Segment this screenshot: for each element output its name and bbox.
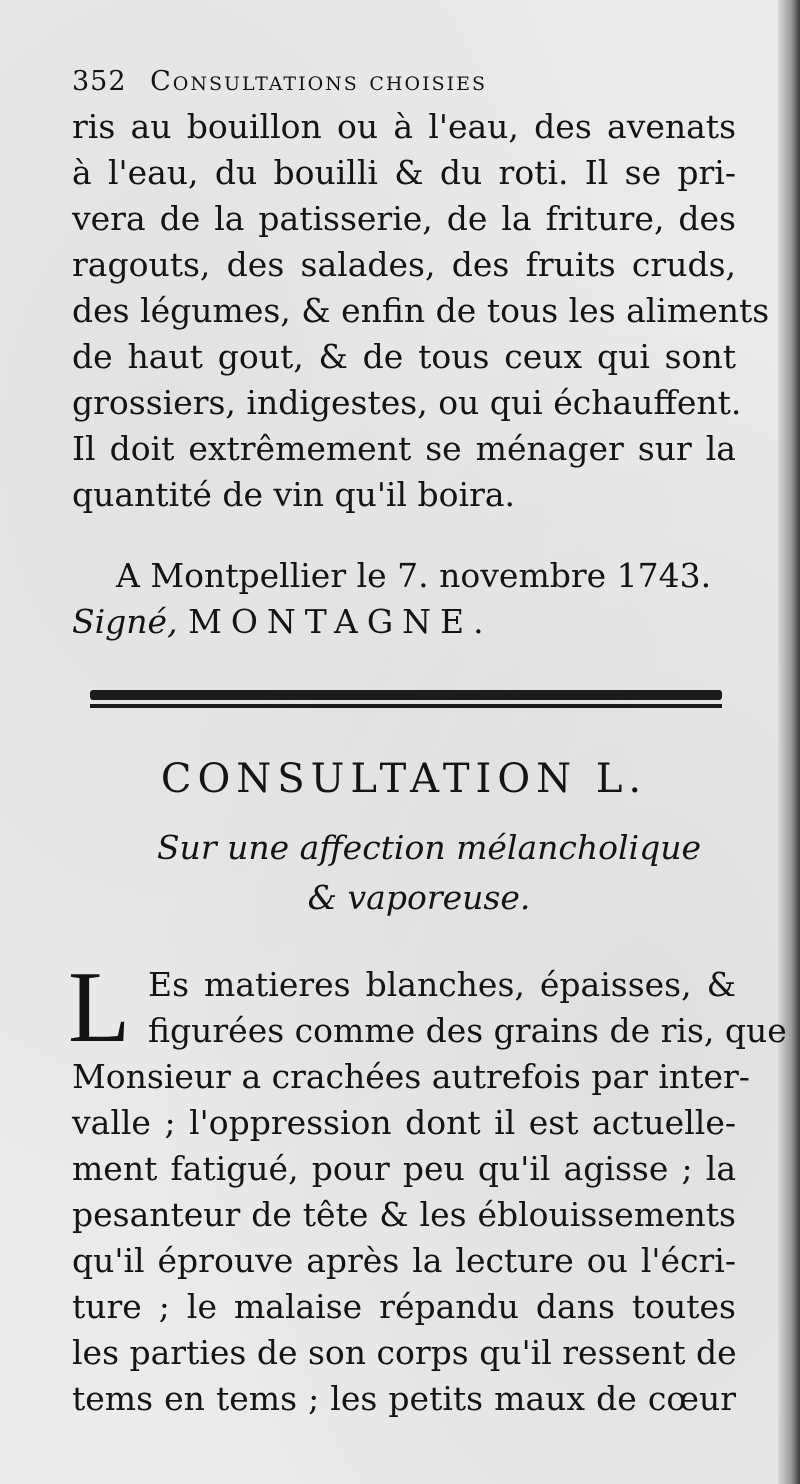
text-line: ragouts, des salades, des fruits cruds, — [72, 245, 736, 284]
drop-cap: L — [68, 951, 131, 1064]
text-line: tems en tems ; les petits maux de cœur — [72, 1379, 736, 1418]
text-line: quantité de vin qu'il boira. — [72, 475, 516, 514]
divider-thin-rule — [90, 704, 722, 708]
text-line: les parties de son corps qu'il ressent de — [72, 1333, 737, 1372]
subtitle-line-1: Sur une affection mélancholique — [156, 828, 702, 867]
signature-name: MONTAGNE. — [188, 602, 493, 641]
dateline — [72, 553, 736, 599]
text-line: pesanteur de tête & les éblouissements — [72, 1195, 736, 1234]
text-line: ris au bouillon ou à l'eau, des avenats — [72, 107, 736, 146]
signature-signe: Signé, — [72, 602, 178, 641]
text-line: ment fatigué, pour peu qu'il agisse ; la — [72, 1149, 736, 1188]
paragraph-2 — [72, 962, 787, 1422]
text-line: grossiers, indigestes, ou qui échauffent. — [72, 383, 742, 422]
divider-thick-rule — [90, 690, 722, 700]
text-line: Monsieur a crachées autrefois par inter- — [72, 1057, 750, 1096]
text-line: valle ; l'oppression dont il est actuelle- — [72, 1103, 736, 1142]
text-line: de haut gout, & de tous ceux qui sont — [72, 337, 736, 376]
text-line: Il doit extrêmement se ménager sur la — [72, 429, 736, 468]
dateline-text: A Montpellier le 7. novembre 1743. — [116, 556, 712, 595]
text-line: figurées comme des grains de ris, que — [148, 1011, 787, 1050]
page-number: 352 — [72, 66, 127, 97]
signature — [72, 599, 736, 645]
section-divider — [90, 690, 722, 714]
paragraph-1 — [72, 104, 770, 518]
text-line: ture ; le malaise répandu dans toutes — [72, 1287, 736, 1326]
page-edge-shadow — [778, 0, 800, 1484]
section-heading: CONSULTATION L. — [160, 756, 648, 802]
text-line: vera de la patisserie, de la friture, des — [72, 199, 736, 238]
text-line: qu'il éprouve après la lecture ou l'écri- — [72, 1241, 736, 1280]
text-line: à l'eau, du bouilli & du roti. Il se pri- — [72, 153, 736, 192]
running-title: Consultations choisies — [150, 66, 487, 97]
text-line: des légumes, & enfin de tous les aliments — [72, 291, 770, 330]
subtitle-line-2: & vaporeuse. — [307, 878, 531, 917]
text-line: Es matieres blanches, épaisses, & — [148, 965, 736, 1004]
